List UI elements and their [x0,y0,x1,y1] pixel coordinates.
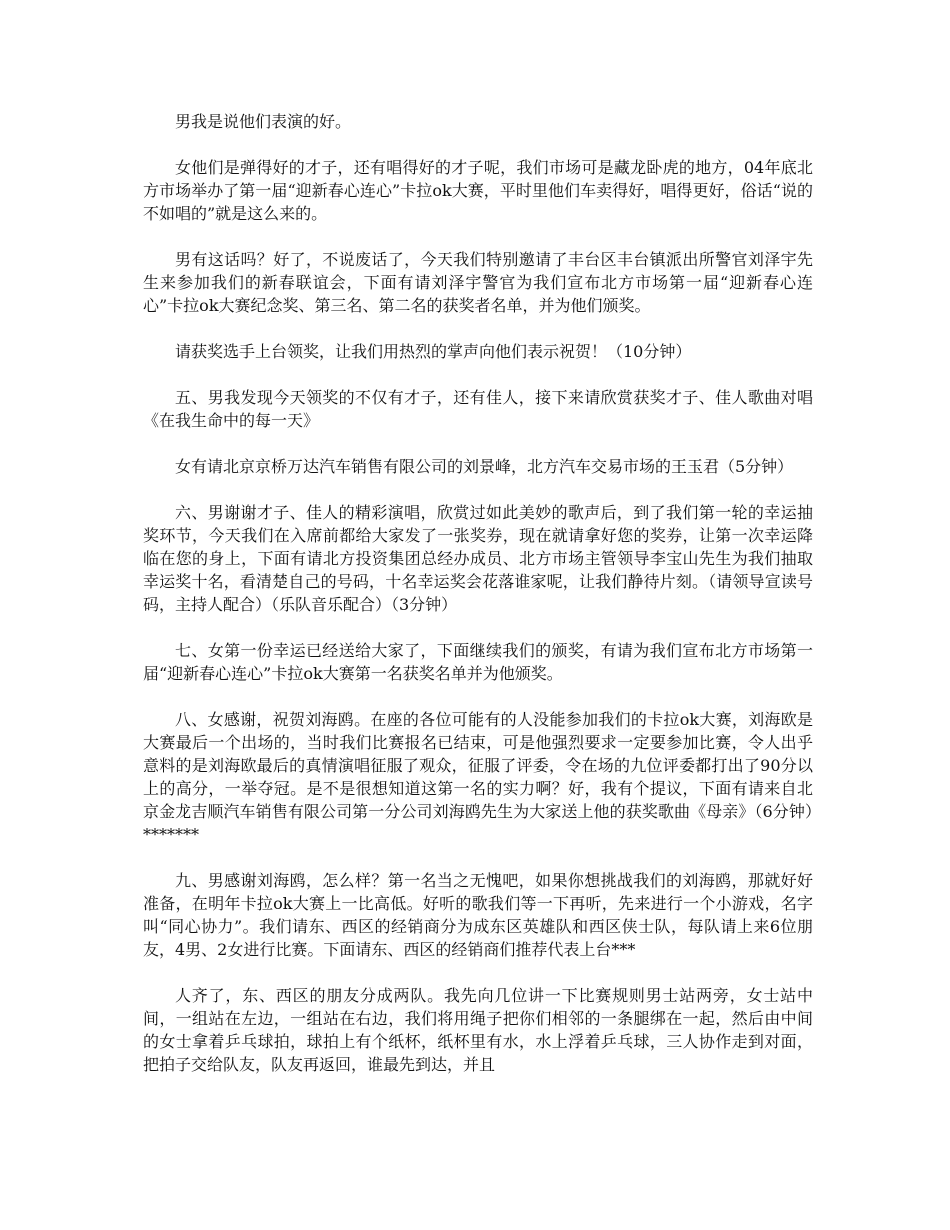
paragraph: 五、男我发现今天领奖的不仅有才子，还有佳人，接下来请欣赏获奖才子、佳人歌曲对唱《在我生命中的每一天》 [143,388,813,430]
paragraph: 八、女感谢，祝贺刘海鸥。在座的各位可能有的人没能参加我们的卡拉ok大赛，刘海欧是大赛最后一个出场的，当时我们比赛报名已结束，可是他强烈要求一定要参加比赛，令人出乎意料的是刘海欧最后的真情演唱征服了观众，征服了评委，令在场的九位评委都打出了90分以上的高分，一举夺冠。是不是很想知道这第一名的实力啊？好，我有个提议，下面有请来自北京金龙吉顺汽车销售有限公司第一分公司刘海鸥先生为大家送上他的获奖歌曲《母亲》（6分钟）******* [143,710,813,844]
paragraph: 女他们是弹得好的才子，还有唱得好的才子呢，我们市场可是藏龙卧虎的地方，04年底北方市场举办了第一届“迎新春心连心”卡拉ok大赛，平时里他们车卖得好，唱得更好，俗话“说的不如唱的”就是这么来的。 [143,158,813,223]
paragraph: 女有请北京京桥万达汽车销售有限公司的刘景峰，北方汽车交易市场的王玉君（5分钟） [175,457,794,476]
paragraph: 人齐了，东、西区的朋友分成两队。我先向几位讲一下比赛规则男士站两旁，女士站中间，一组站在左边，一组站在右边，我们将用绳子把你们相邻的一条腿绑在一起，然后由中间的女士拿着乒乓球拍，球拍上有个纸杯，纸杯里有水，水上浮着乒乓球，三人协作走到对面，把拍子交给队友，队友再返回，谁最先到达，并且 [143,986,813,1074]
paragraph: 九、男感谢刘海鸥，怎么样？第一名当之无愧吧，如果你想挑战我们的刘海鸥，那就好好准备，在明年卡拉ok大赛上一比高低。好听的歌我们等一下再听，先来进行一个小游戏，名字叫“同心协力”。我们请东、西区的经销商分为成东区英雄队和西区侠士队，每队请上来6位朋友，4男、2女进行比赛。下面请东、西区的经销商们推荐代表上台*** [143,871,813,959]
paragraph: 七、女第一份幸运已经送给大家了，下面继续我们的颁奖，有请为我们宣布北方市场第一届“迎新春心连心”卡拉ok大赛第一名获奖名单并为他颁奖。 [143,641,813,683]
document-body [143,110,813,1099]
paragraph: 六、男谢谢才子、佳人的精彩演唱，欣赏过如此美妙的歌声后，到了我们第一轮的幸运抽奖环节，今天我们在入席前都给大家发了一张奖券，现在就请拿好您的奖券，让第一次幸运降临在您的身上，下面有请北方投资集团总经办成员、北方市场主管领导李宝山先生为我们抽取幸运奖十名，看清楚自己的号码，十名幸运奖会花落谁家呢，让我们静待片刻。（请领导宣读号码，主持人配合）（乐队音乐配合）（3分钟） [143,503,813,614]
paragraph: 男有这话吗？好了，不说废话了，今天我们特别邀请了丰台区丰台镇派出所警官刘泽宇先生来参加我们的新春联谊会，下面有请刘泽宇警官为我们宣布北方市场第一届“迎新春心连心”卡拉ok大赛纪念奖、第三名、第二名的获奖者名单，并为他们颁奖。 [143,250,813,315]
paragraph: 请获奖选手上台领奖，让我们用热烈的掌声向他们表示祝贺！（10分钟） [175,342,692,361]
paragraph: 男我是说他们表演的好。 [175,112,352,131]
